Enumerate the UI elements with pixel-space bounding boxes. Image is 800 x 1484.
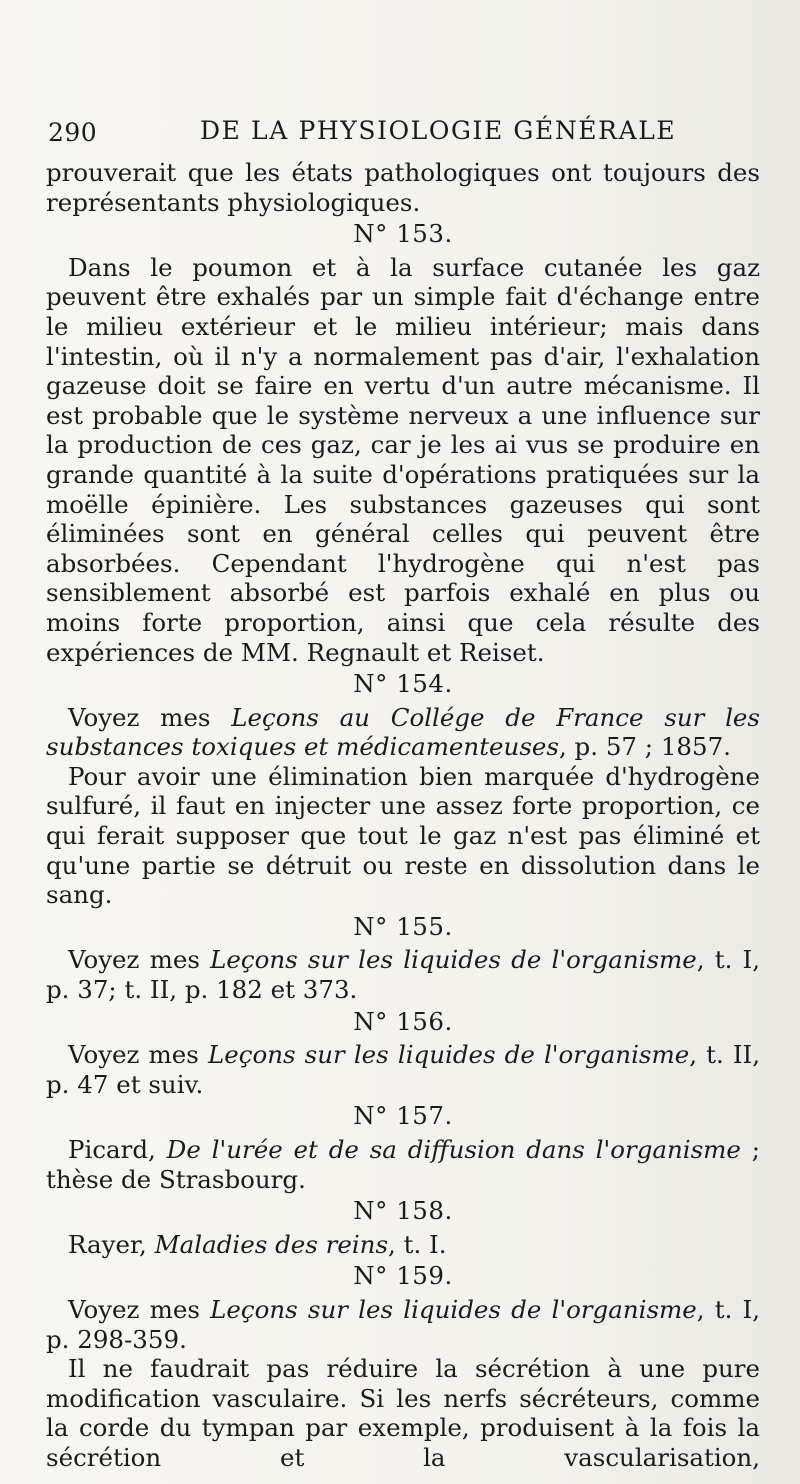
reference-title: Leçons sur les liquides de l'organisme — [210, 1294, 697, 1324]
reference-suffix: , p. 57 ; 1857. — [558, 732, 731, 762]
reference-suffix: ; thèse de Strasbourg. — [46, 1135, 760, 1194]
note-154-reference — [46, 703, 760, 762]
note-157-reference — [46, 1135, 760, 1194]
note-154-paragraph: Pour avoir une élimination bien marquée d'hydrogène sulfuré, il faut en injecter une assez forte proportion, ce qui ferait supposer que tout le gaz n'est pas éliminé et qu'une partie se détruit ou reste en dissolution dans le sang. — [46, 761, 760, 910]
note-158-reference — [46, 1230, 760, 1260]
note-159-reference — [46, 1295, 760, 1354]
page-header — [48, 112, 758, 152]
reference-prefix: Voyez mes — [68, 1294, 211, 1324]
reference-suffix: , t. I, p. 37; t. II, p. 182 et 373. — [46, 945, 761, 1005]
reference-title: Leçons sur les liquides de l'organisme — [210, 945, 697, 975]
reference-prefix: Voyez mes — [68, 702, 232, 732]
reference-suffix: , t. I. — [388, 1229, 447, 1259]
reference-title: Maladies des reins — [154, 1229, 389, 1259]
intro-paragraph: prouverait que les états pathologiques ont toujours des représentants physiologiques. — [46, 158, 760, 217]
reference-prefix: Voyez mes — [68, 945, 211, 975]
running-title: DE LA PHYSIOLOGIE GÉNÉRALE — [200, 116, 677, 145]
reference-title: Leçons au Collége de France sur les substances toxiques et médicamenteuses — [46, 702, 760, 762]
note-heading-153: N° 153. — [353, 219, 453, 249]
note-heading-156: N° 156. — [353, 1006, 453, 1036]
note-155-reference — [46, 945, 760, 1004]
note-153-paragraph: Dans le poumon et à la surface cutanée les gaz peuvent être exhalés par un simple fait d'échange entre le milieu extérieur et le milieu intérieur; mais dans l'intestin, où il n'y a normalement pas d'air, l'exhalation gazeuse doit se faire en vertu d'un autre mécanisme. Il est probable que le système nerveux a une influence sur la production de ces gaz, car je les ai vus se produire en grande quantité à la suite d'opérations pratiquées sur la moëlle épinière. Les substances gazeuses qui sont éliminées sont en général celles qui peuvent être absorbées. Cependant l'hydrogène qui n'est pas sensiblement absorbé est parfois exhalé en plus ou moins forte proportion, ainsi que cela résulte des expériences de MM. Regnault et Reiset. — [46, 252, 760, 667]
reference-prefix: Rayer, — [68, 1229, 155, 1259]
note-159-paragraph: Il ne faudrait pas réduire la sécrétion à une pure modification vasculaire. Si les nerfs sécréteurs, comme la corde du tympan par exemple, produisent à la fois la sécrétion et la vascularisation, — [46, 1354, 760, 1472]
note-heading-155: N° 155. — [353, 911, 453, 941]
reference-title: De l'urée et de sa diffusion dans l'organisme — [166, 1135, 741, 1164]
page-body — [46, 158, 760, 1473]
reference-title: Leçons sur les liquides de l'organisme — [207, 1040, 690, 1070]
reference-prefix: Voyez mes — [68, 1040, 208, 1070]
reference-suffix: , t. I, p. 298-359. — [46, 1294, 761, 1354]
page-number: 290 — [48, 118, 98, 147]
note-heading-154: N° 154. — [353, 669, 453, 699]
reference-suffix: , t. II, p. 47 et suiv. — [46, 1040, 760, 1099]
note-heading-158: N° 158. — [353, 1196, 453, 1226]
note-156-reference — [46, 1040, 760, 1099]
note-heading-159: N° 159. — [353, 1261, 453, 1291]
note-heading-157: N° 157. — [353, 1101, 453, 1131]
reference-prefix: Picard, — [68, 1135, 167, 1164]
